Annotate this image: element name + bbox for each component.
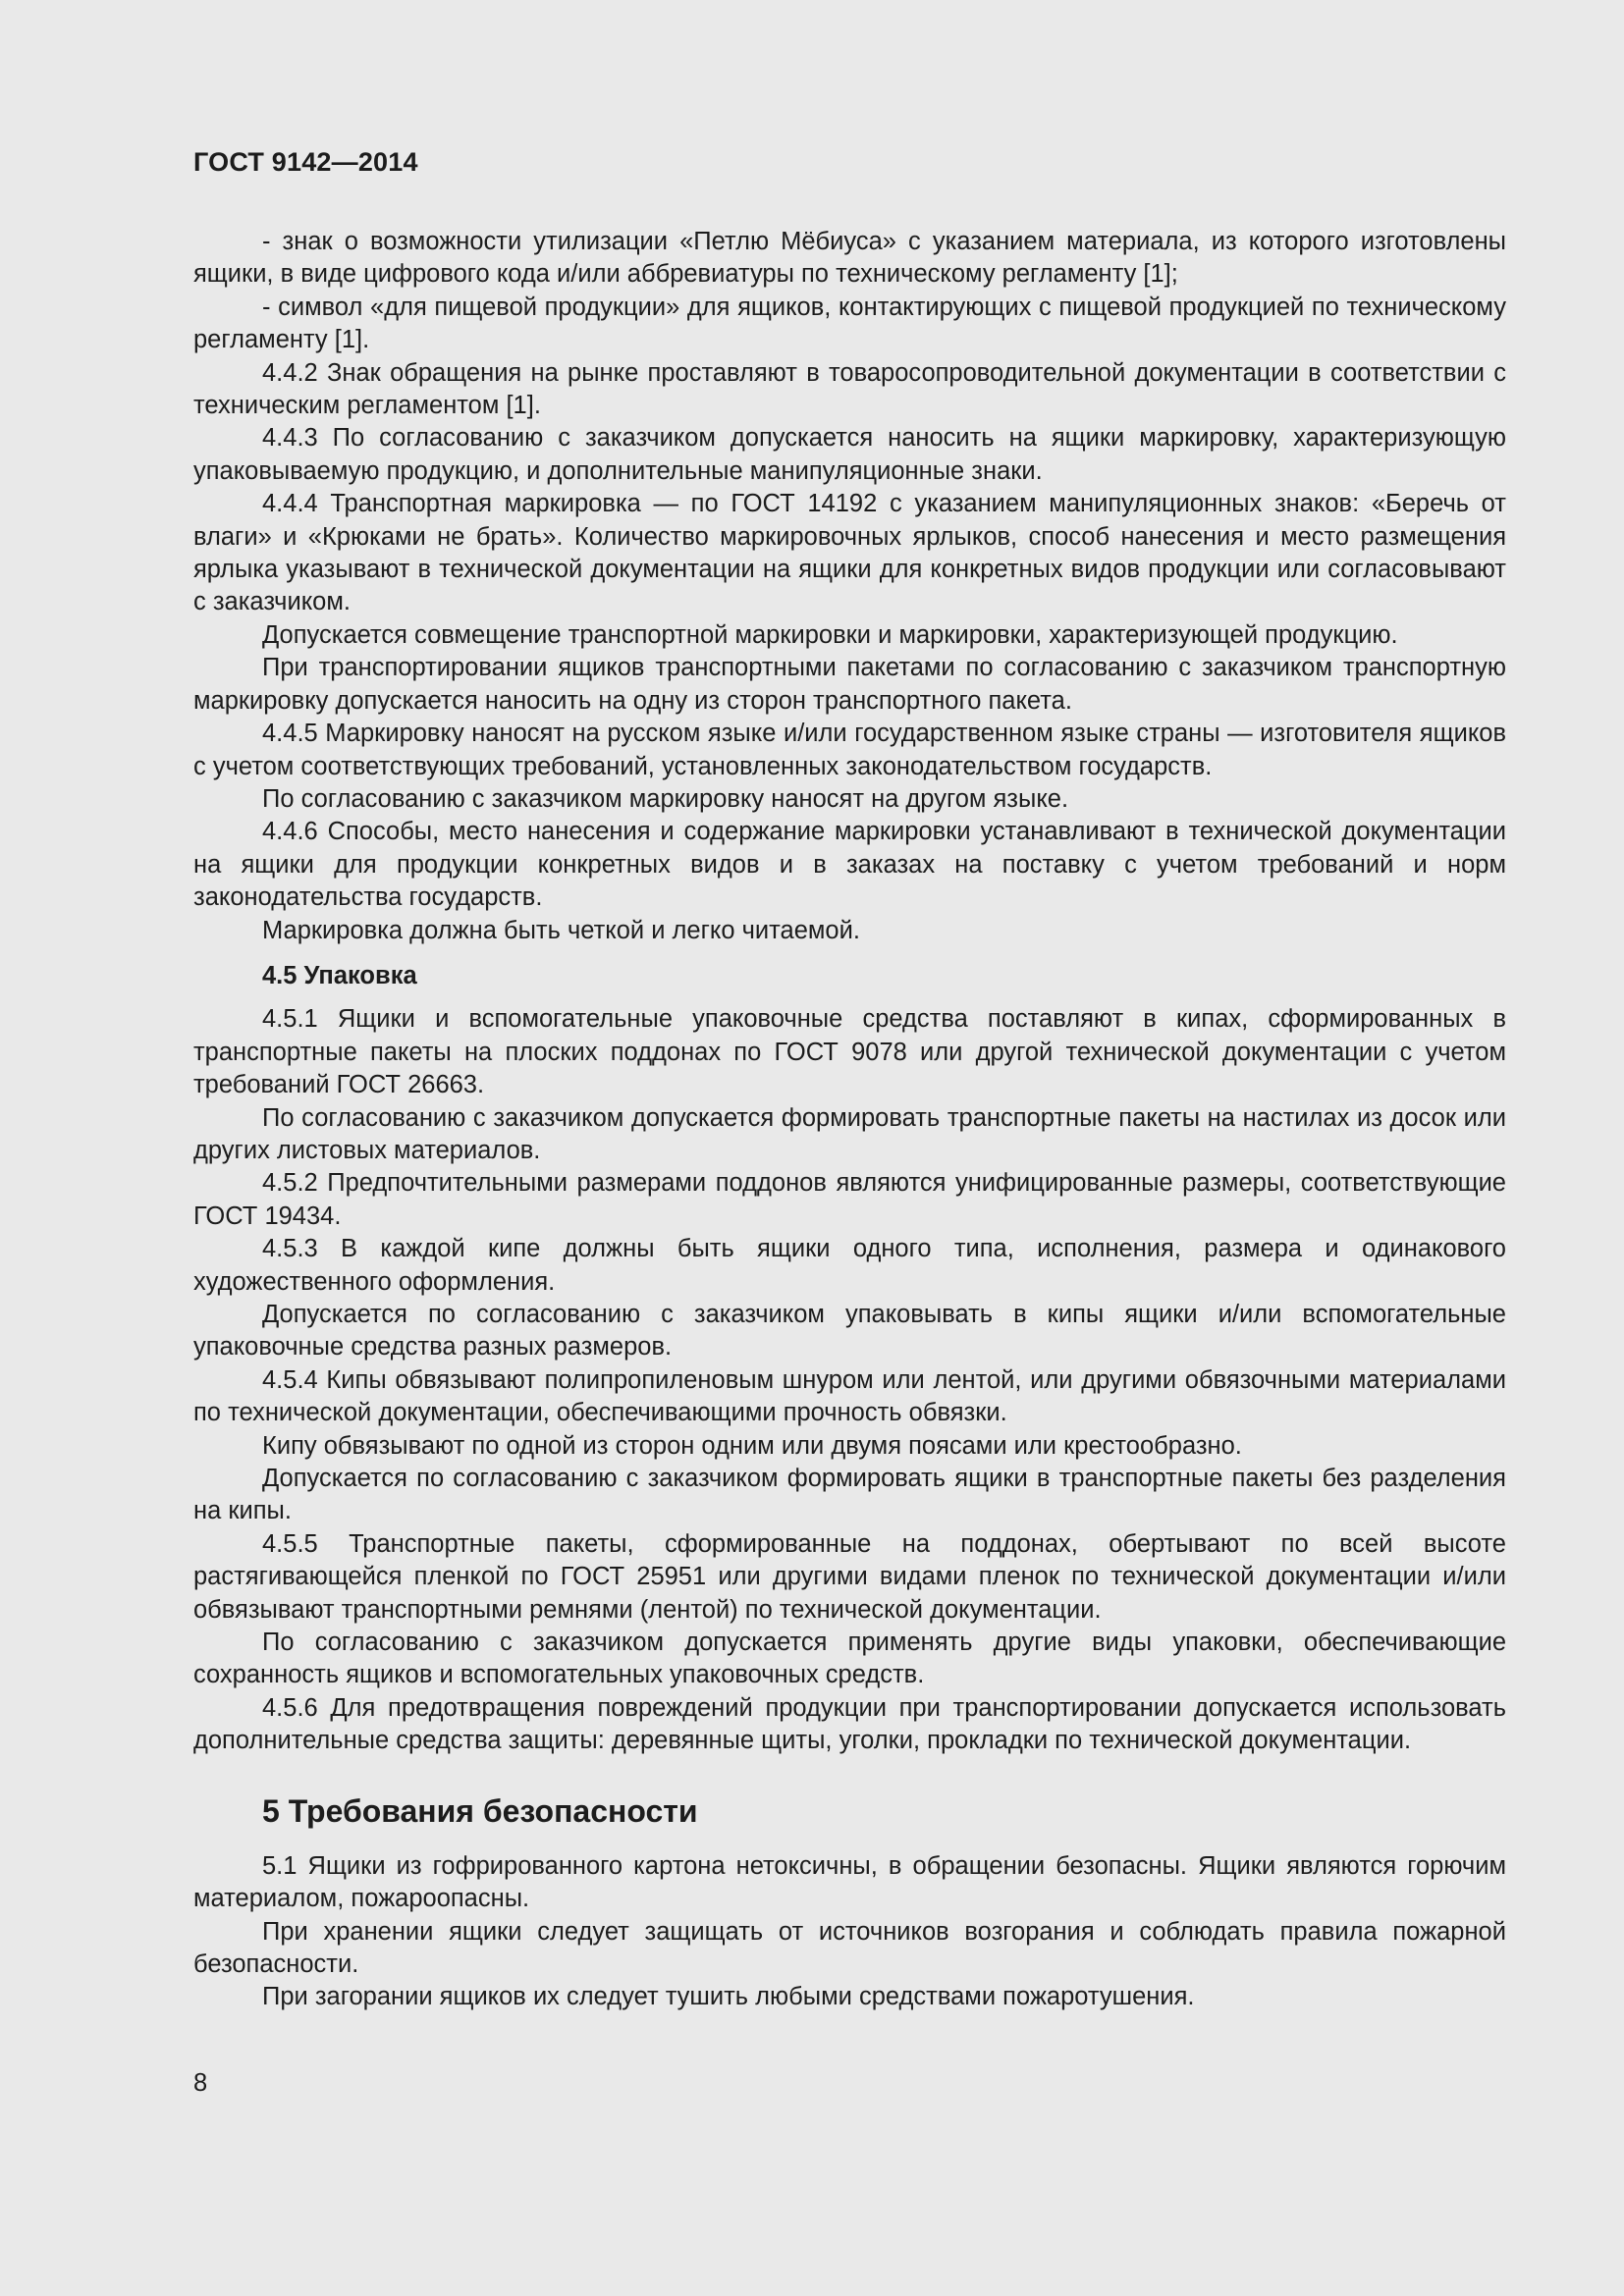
paragraph: При загорании ящиков их следует тушить любыми средствами пожаротушения. [262,1983,1195,2011]
paragraph: По согласованию с заказчиком маркировку наносят на другом языке. [262,784,1069,813]
paragraph: 4.4.6 Способы, место нанесения и содержание маркировки устанавливают в технической документации на ящики для продукции конкретных видов и в заказах на поставку с учетом требований и норм законодательства государств. [193,818,1506,912]
paragraph: 4.5.6 Для предотвращения повреждений продукции при транспортировании допускается использовать дополнительные средства защиты: деревянные щиты, уголки, прокладки по технической документации. [193,1693,1506,1755]
paragraph: 4.5.4 Кипы обвязывают полипропиленовым шнуром или лентой, или другими обвязочными материалами по технической документации, обеспечивающими прочность обвязки. [193,1365,1506,1427]
paragraph: Кипу обвязывают по одной из сторон одним или двумя поясами или крестообразно. [262,1431,1242,1460]
paragraph: При транспортировании ящиков транспортными пакетами по согласованию с заказчиком транспортную маркировку допускается наносить на одну из сторон транспортного пакета. [193,654,1506,715]
paragraph: 5.1 Ящики из гофрированного картона нетоксичны, в обращении безопасны. Ящики являются горючим материалом, пожароопасны. [193,1851,1506,1913]
page-number: 8 [193,2069,208,2097]
paragraph: 4.5.2 Предпочтительными размерами поддонов являются унифицированные размеры, соответствующие ГОСТ 19434. [193,1169,1506,1230]
paragraph: 4.4.3 По согласованию с заказчиком допускается наносить на ящики маркировку, характеризующую упаковываемую продукцию, и дополнительные манипуляционные знаки. [193,424,1506,485]
paragraph: По согласованию с заказчиком допускается применять другие виды упаковки, обеспечивающие сохранность ящиков и вспомогательных упаковочных средств. [193,1629,1506,1689]
section-heading-safety: 5 Требования безопасности [262,1792,698,1829]
paragraph: 4.4.4 Транспортная маркировка — по ГОСТ 14192 с указанием манипуляционных знаков: «Беречь от влаги» и «Крюками не брать». Количество маркировочных ярлыков, способ нанесения и место размещения ярлыка указывают в технической документации на ящики для конкретных видов продукции или согласовывают с заказчиком. [193,490,1506,616]
paragraph: Допускается по согласованию с заказчиком формировать ящики в транспортные пакеты без разделения на кипы. [193,1465,1506,1525]
paragraph: Маркировка должна быть четкой и легко читаемой. [262,916,860,944]
paragraph: 4.4.2 Знак обращения на рынке проставляют в товаросопроводительной документации в соответствии с техническим регламентом [1]. [193,358,1506,420]
paragraph: - символ «для пищевой продукции» для ящиков, контактирующих с пищевой продукцией по техническому регламенту [1]. [193,293,1506,354]
paragraph: 4.4.5 Маркировку наносят на русском языке и/или государственном языке страны — изготовителя ящиков с учетом соответствующих требований, установленных законодательством государств. [193,720,1506,780]
document-id-header: ГОСТ 9142—2014 [193,147,418,177]
paragraph: Допускается по согласованию с заказчиком упаковывать в кипы ящики и/или вспомогательные упаковочные средства разных размеров. [193,1301,1506,1362]
subsection-heading-packaging: 4.5 Упаковка [262,961,417,989]
page-content [193,226,1506,2014]
paragraph: Допускается совмещение транспортной маркировки и маркировки, характеризующей продукцию. [262,620,1398,649]
paragraph: 4.5.3 В каждой кипе должны быть ящики одного типа, исполнения, размера и одинакового художественного оформления. [193,1235,1506,1296]
paragraph: При хранении ящики следует защищать от источников возгорания и соблюдать правила пожарной безопасности. [193,1917,1506,1978]
paragraph: 4.5.1 Ящики и вспомогательные упаковочные средства поставляют в кипах, сформированных в транспортные пакеты на плоских поддонах по ГОСТ 9078 или другой технической документации с учетом требований ГОСТ 26663. [193,1005,1506,1099]
paragraph: 4.5.5 Транспортные пакеты, сформированные на поддонах, обертывают по всей высоте растягивающейся пленкой по ГОСТ 25951 или другими видами пленок по технической документации и/или обвязывают транспортными ремнями (лентой) по технической документации. [193,1529,1506,1624]
paragraph: - знак о возможности утилизации «Петлю Мёбиуса» с указанием материала, из которого изготовлены ящики, в виде цифрового кода и/или аббревиатуры по техническому регламенту [1]; [193,228,1506,289]
paragraph: По согласованию с заказчиком допускается формировать транспортные пакеты на настилах из досок или других листовых материалов. [193,1103,1506,1164]
